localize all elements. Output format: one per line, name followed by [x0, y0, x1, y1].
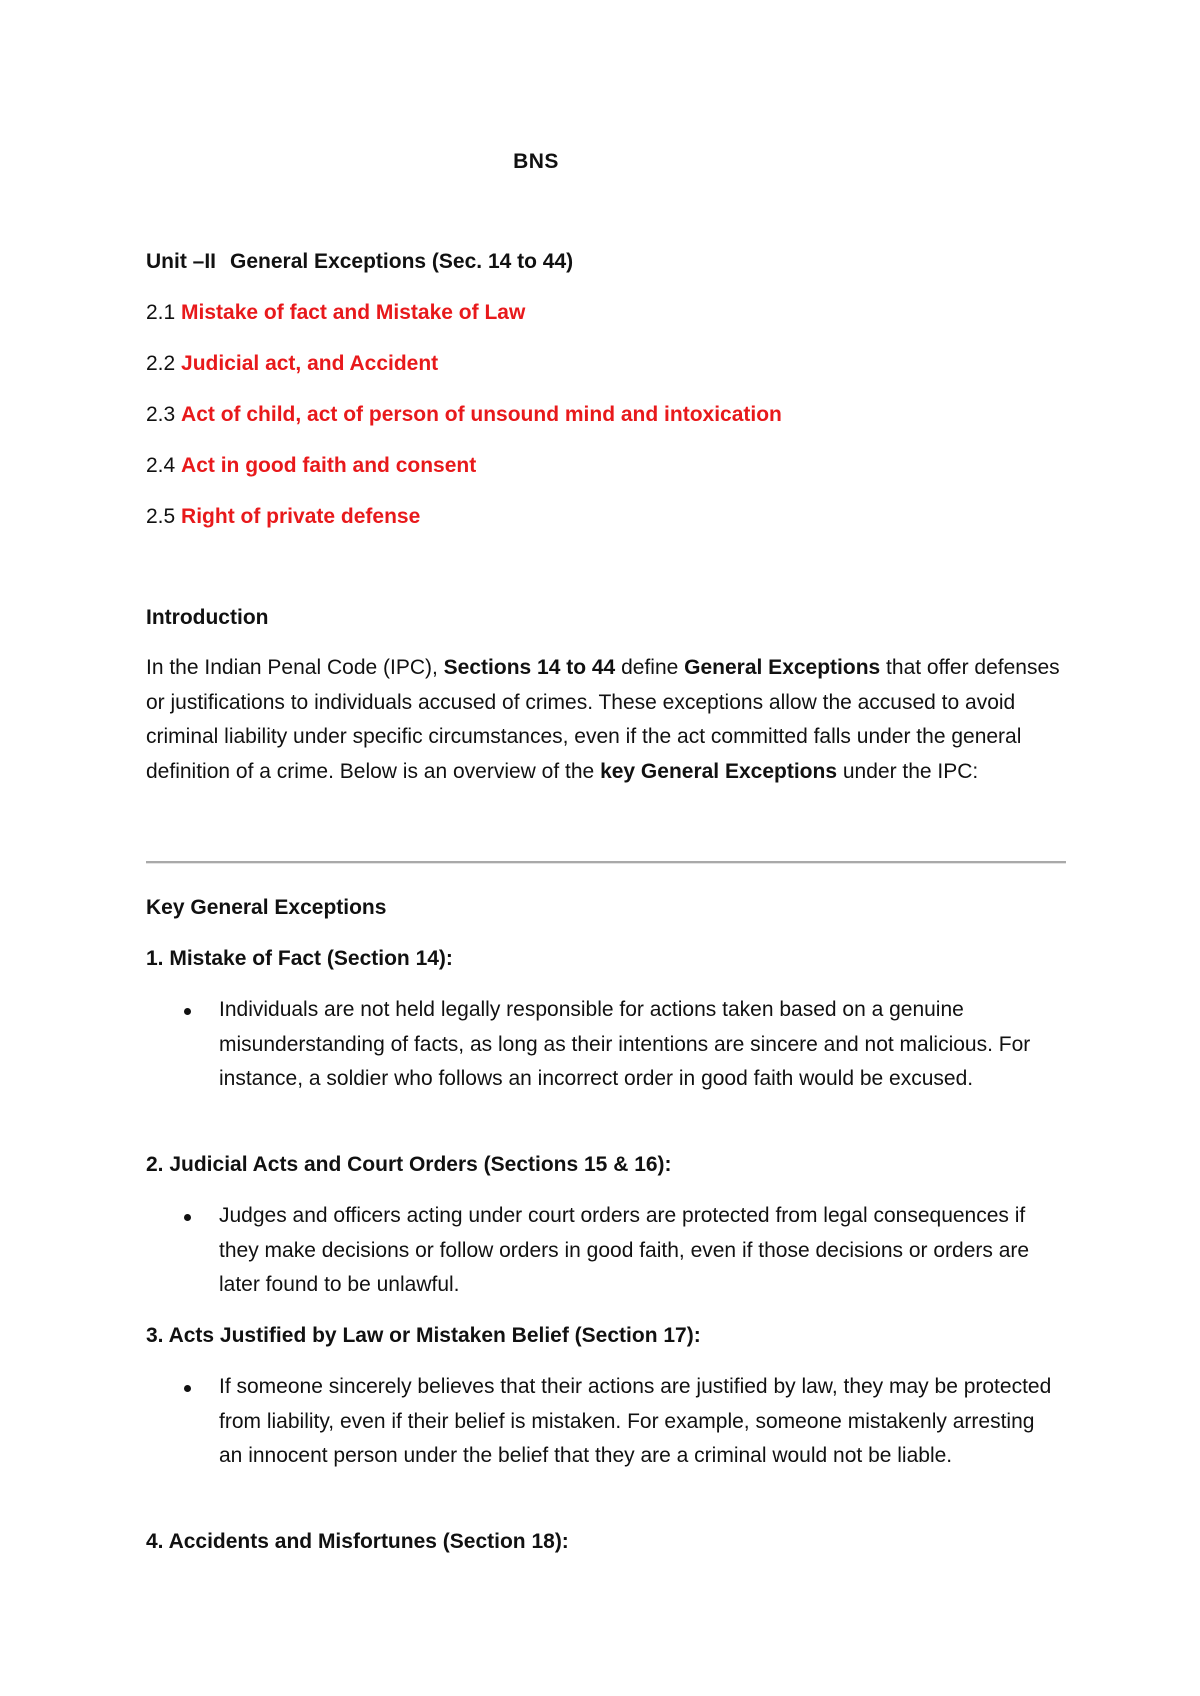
topic-item [146, 301, 525, 325]
bullet-item [146, 1370, 1066, 1474]
exception-heading: 2. Judicial Acts and Court Orders (Sections 15 & 16): [146, 1153, 672, 1176]
topic-item [146, 505, 420, 529]
topic-number: 2.2 [146, 352, 176, 375]
topic-title: Act in good faith and consent [181, 454, 477, 477]
key-exceptions-heading: Key General Exceptions [146, 896, 387, 919]
topic-title: Right of private defense [181, 505, 421, 528]
intro-text: that offer defenses or justifications to individuals accused of crimes. These exceptions allow the accused to avoid criminal liability under specific circumstances, even if the act committed falls under the general definition of a crime. Below is an overview of the [146, 656, 1060, 783]
topic-item [146, 454, 476, 478]
topic-title: Act of child, act of person of unsound mind and intoxication [181, 403, 782, 426]
intro-text: define [615, 656, 685, 679]
exception-heading: 3. Acts Justified by Law or Mistaken Belief (Section 17): [146, 1324, 701, 1347]
bullet-icon [184, 1008, 191, 1015]
bullet-icon [184, 1385, 191, 1392]
intro-bold-key-exceptions: key General Exceptions [600, 759, 838, 783]
introduction-heading: Introduction [146, 606, 269, 629]
exception-heading: 4. Accidents and Misfortunes (Section 18): [146, 1530, 569, 1553]
intro-text: In the Indian Penal Code (IPC), [146, 656, 444, 679]
intro-bold-sections: Sections 14 to 44 [443, 656, 616, 679]
intro-bold-general-exceptions: General Exceptions [684, 656, 881, 679]
topic-number: 2.4 [146, 454, 176, 477]
bullet-text: Individuals are not held legally responsible for actions taken based on a genuine misunderstanding of facts, as long as their intentions are sincere and not malicious. For instance, a soldier who follows an incorrect order in good faith would be excused. [219, 998, 1031, 1090]
exception-heading: 1. Mistake of Fact (Section 14): [146, 947, 453, 970]
document-title: BNS [513, 150, 559, 173]
bullet-item [146, 993, 1066, 1097]
topic-number: 2.1 [146, 301, 176, 324]
bullet-item [146, 1199, 1066, 1303]
topic-item [146, 403, 782, 427]
bullet-text: Judges and officers acting under court orders are protected from legal consequences if they make decisions or follow orders in good faith, even if those decisions or orders are later found to be unlawful. [219, 1204, 1030, 1296]
unit-label: Unit –II [146, 250, 217, 273]
topic-title: Judicial act, and Accident [181, 352, 439, 375]
topic-item [146, 352, 438, 376]
topic-number: 2.3 [146, 403, 176, 426]
unit-title: General Exceptions (Sec. 14 to 44) [230, 250, 574, 273]
introduction-paragraph [146, 651, 1066, 789]
unit-heading [146, 250, 573, 274]
topic-title: Mistake of fact and Mistake of Law [181, 301, 526, 324]
bullet-text: If someone sincerely believes that their actions are justified by law, they may be protected from liability, even if their belief is mistaken. For example, someone mistakenly arresting an innocent person under the belief that they are a criminal would not be liable. [219, 1375, 1052, 1467]
topic-number: 2.5 [146, 505, 176, 528]
bullet-icon [184, 1214, 191, 1221]
horizontal-rule [146, 861, 1066, 863]
intro-text: under the IPC: [837, 759, 979, 783]
